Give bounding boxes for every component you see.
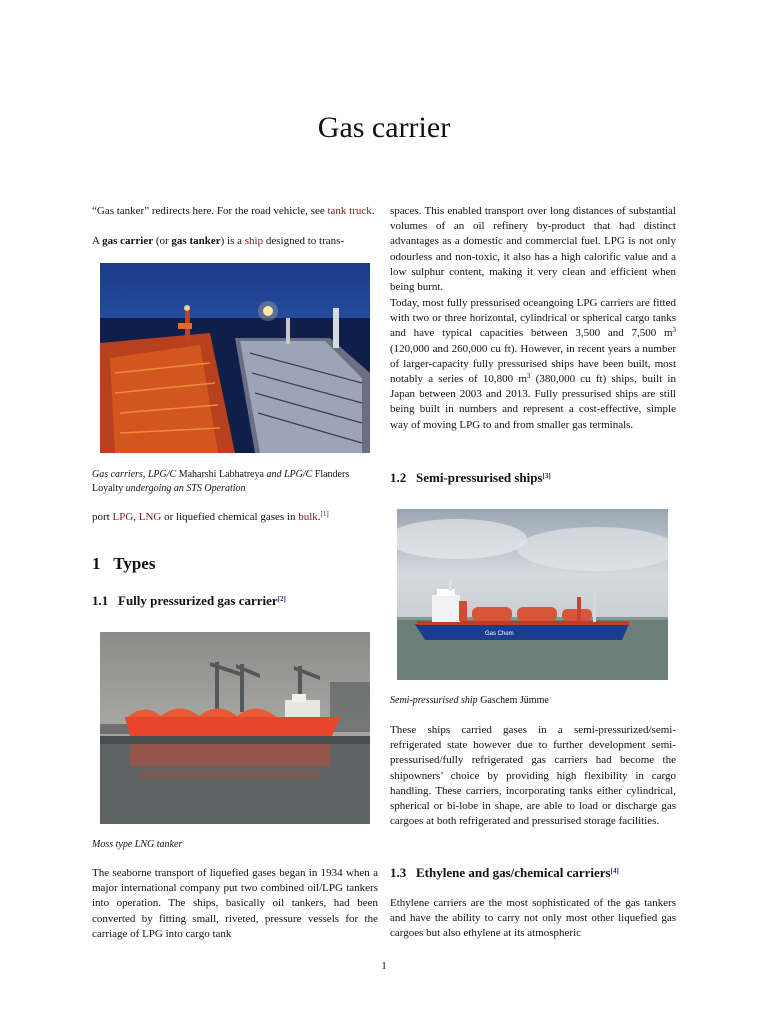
section-types-heading xyxy=(92,553,155,575)
tank-truck-link[interactable]: tank truck xyxy=(327,205,372,217)
figure-gaschem-image xyxy=(397,509,668,680)
hull-name-text: Gas Chem xyxy=(485,631,514,637)
bulk-link[interactable]: bulk xyxy=(298,511,318,523)
caption-italic: Moss type LNG tanker xyxy=(92,839,183,850)
caption-italic: and LPG/C xyxy=(266,469,313,480)
section-number: 1.3 xyxy=(390,865,407,880)
caption-italic: undergoing an STS Operation xyxy=(125,483,246,494)
figure-lng-tanker-image xyxy=(100,632,370,824)
paragraph-today xyxy=(390,296,676,433)
paragraph-semi: These ships carried gases in a semi-pressurized/semi-refrigerated state however due to further development semi-pressurised/fully refrigerated gas carriers had become the shipowners’ choice by providing high flexibility in cargo handling. These carriers, incorporating tanks either cylindrical, spherical or bi-lobe in shape, are able to load or discharge gas cargoes at both refrigerated and pressurised storage facilities. xyxy=(390,724,676,828)
superscript: 3 xyxy=(672,326,676,335)
reference-2-link[interactable]: [2] xyxy=(277,595,286,603)
intro-continuation xyxy=(92,510,378,525)
caption-italic: Semi-pressurised ship xyxy=(390,695,478,706)
section-number: 1.1 xyxy=(92,593,109,608)
paragraph-history: The seaborne transport of liquefied gases began in 1934 when a major international company put two combined oil/LPG tankers into operation. The ships, basically oil tankers, had been converted by fitting small, riveted, pressure vessels for the carriage of LPG into cargo tank xyxy=(92,867,378,940)
paragraph-text: (120,000 and 260,000 cu ft). However, in recent years a number of larger-capacity fully pressurised ships have been built, most notably a series of 10,800 m xyxy=(390,342,676,386)
right-column xyxy=(390,204,676,944)
intro-text: ) is a xyxy=(220,235,245,247)
caption-text: Flanders Loyalty xyxy=(92,469,350,494)
section-number: 1 xyxy=(92,554,101,573)
intro-text: , xyxy=(133,511,139,523)
figure-gaschem-caption xyxy=(390,694,676,708)
paragraph-text: Today, most fully pressurised oceangoing LPG carriers are fitted with two or three horizontal, cylindrical or spherical cargo tanks and have typical capacities between 3,500 and 7,500 m xyxy=(390,297,676,340)
section-title: Fully pressurized gas carrier xyxy=(118,593,278,608)
intro-text: A xyxy=(92,235,103,247)
hatnote-end: . xyxy=(371,205,375,217)
lpg-link[interactable]: LPG xyxy=(112,511,134,523)
section-ethylene-heading xyxy=(390,864,619,882)
hatnote xyxy=(92,204,378,219)
caption-text: Gaschem Jümme xyxy=(477,695,549,706)
lng-link[interactable]: LNG xyxy=(138,511,162,523)
paragraph-text: (380,000 cu ft) ships, built in Japan between 2003 and 2013. Fully pressurised ships are still being built in numbers and represent a cost-effective, simple way of moving LPG to and from smaller gas terminals. xyxy=(390,373,676,431)
caption-italic: Gas carriers, LPG/C xyxy=(92,469,177,480)
page-title: Gas carrier xyxy=(317,111,451,144)
gas-tanker-term: gas tanker xyxy=(171,235,221,247)
intro-text: port xyxy=(92,511,113,523)
intro-text: . xyxy=(317,511,321,523)
caption-text: Maharshi Labhatreya xyxy=(176,469,267,480)
section-title: Types xyxy=(113,554,156,573)
intro-text: designed to trans- xyxy=(263,235,345,247)
figure-sts-operation-image xyxy=(100,263,370,453)
reference-4-link[interactable]: [4] xyxy=(610,867,619,875)
intro-paragraph xyxy=(92,234,378,249)
section-number: 1.2 xyxy=(390,470,407,485)
paragraph-ethylene: Ethylene carriers are the most sophisticated of the gas tankers and have the ability to carry not only most other liquefied gas cargoes but also ethylene at its atmospheric xyxy=(390,897,676,940)
section-title: Ethylene and gas/chemical carriers xyxy=(416,865,611,880)
reference-1-link[interactable]: [1] xyxy=(320,510,329,518)
intro-text: or liquefied chemical gases in xyxy=(161,511,299,523)
paragraph-spaces: spaces. This enabled transport over long distances of substantial volumes of an oil refinery by-product that had distinct advantages as a domestic and commercial fuel. LPG is not only odourless and non-toxic, it also has a high calorific value and a low sulphur content, making it very clean and efficient when being burnt. xyxy=(390,205,676,294)
section-fully-pressurized-heading xyxy=(92,592,286,610)
left-column xyxy=(92,204,378,944)
gas-carrier-term: gas carrier xyxy=(102,235,154,247)
intro-text: (or xyxy=(153,235,172,247)
hatnote-text: “Gas tanker” redirects here. For the road vehicle, see xyxy=(92,205,328,217)
superscript: 3 xyxy=(526,372,531,381)
section-semi-pressurised-heading xyxy=(390,469,551,487)
reference-3-link[interactable]: [3] xyxy=(542,472,551,480)
page-number: 1 xyxy=(381,960,387,972)
figure-lng-caption xyxy=(92,838,378,852)
ship-link[interactable]: ship xyxy=(244,235,264,247)
section-title: Semi-pressurised ships xyxy=(416,470,543,485)
figure-sts-caption xyxy=(92,468,378,496)
